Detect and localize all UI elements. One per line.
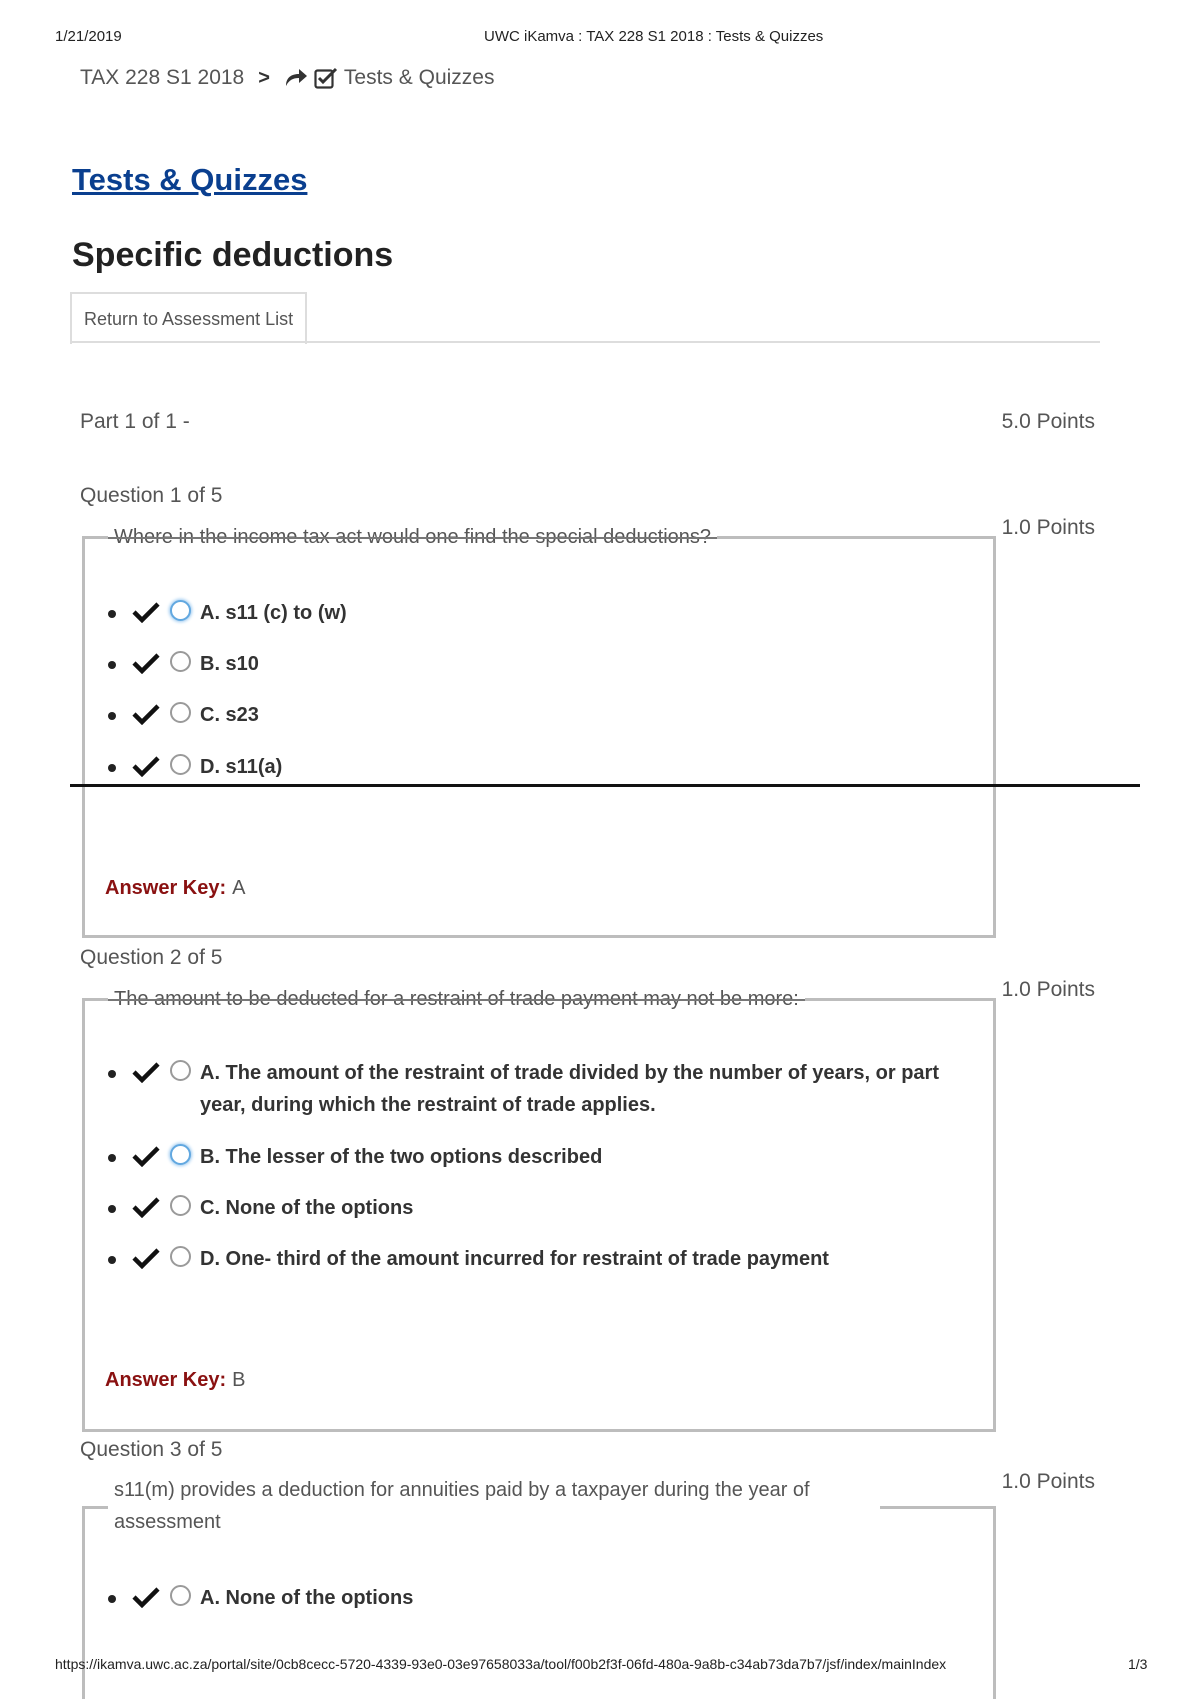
bullet-icon	[108, 1595, 116, 1603]
question-1-text: Where in the income tax act would one find the special deductions?	[108, 521, 717, 553]
print-url: https://ikamva.uwc.ac.za/portal/site/0cb8cecc-5720-4339-93e0-03e97658033a/tool/f00b2f3f-06fd-480a-9a8b-c34ab73da7b7/jsf/index/mainIndex	[55, 1656, 947, 1672]
answer-label: A. None of the options	[200, 1587, 414, 1609]
bullet-icon	[108, 1256, 116, 1264]
question-3-label: Question 3 of 5	[80, 1438, 223, 1461]
checkmark-icon	[132, 1247, 160, 1269]
print-date: 1/21/2019	[55, 28, 122, 45]
radio-icon[interactable]	[170, 1060, 191, 1081]
bullet-icon	[108, 1154, 116, 1162]
answer-key-label: Answer Key:	[105, 1369, 227, 1391]
bullet-icon	[108, 1205, 116, 1213]
answer-label: A. The amount of the restraint of trade divided by the number of years, or part year, during which the restraint of trade applies.	[200, 1062, 939, 1116]
print-title: UWC iKamva : TAX 228 S1 2018 : Tests & Quizzes	[484, 28, 824, 45]
question-3-points: 1.0 Points	[1001, 1470, 1095, 1493]
question-1-answer-c[interactable]	[108, 699, 968, 731]
question-2-answer-b[interactable]	[108, 1141, 968, 1173]
answer-label: C. None of the options	[200, 1197, 414, 1219]
checkmark-icon	[132, 1196, 160, 1218]
breadcrumb	[80, 66, 494, 90]
radio-icon[interactable]	[170, 600, 191, 621]
answer-label: C. s23	[200, 704, 259, 726]
question-1-points: 1.0 Points	[1001, 516, 1095, 539]
assessment-title: Specific deductions	[72, 236, 394, 274]
tab-divider	[70, 341, 1100, 343]
answer-key-label: Answer Key:	[105, 877, 227, 899]
print-page-number: 1/3	[1128, 1656, 1148, 1672]
answer-label: B. The lesser of the two options described	[200, 1146, 603, 1168]
radio-icon[interactable]	[170, 1585, 191, 1606]
bullet-icon	[108, 1070, 116, 1078]
question-2-answer-d[interactable]	[108, 1243, 968, 1275]
share-icon	[284, 68, 308, 88]
question-1-answer-b[interactable]	[108, 648, 968, 680]
checkmark-icon	[132, 1061, 160, 1083]
checkmark-icon	[132, 1145, 160, 1167]
tool-title-link[interactable]: Tests & Quizzes	[72, 162, 308, 197]
answer-key-value: B	[232, 1369, 246, 1391]
chevron-right-icon: >	[258, 66, 270, 89]
part-points: 5.0 Points	[1001, 410, 1095, 433]
page-break-rule	[70, 784, 1140, 787]
radio-icon[interactable]	[170, 1246, 191, 1267]
checkmark-icon	[132, 652, 160, 674]
radio-icon[interactable]	[170, 651, 191, 672]
question-2-answer-c[interactable]	[108, 1192, 968, 1224]
question-2-label: Question 2 of 5	[80, 946, 223, 969]
breadcrumb-site[interactable]: TAX 228 S1 2018	[80, 66, 245, 89]
radio-icon[interactable]	[170, 1195, 191, 1216]
checkbox-icon	[314, 67, 338, 89]
bullet-icon	[108, 764, 116, 772]
question-3-answer-a[interactable]	[108, 1582, 968, 1614]
question-2-text: The amount to be deducted for a restraint of trade payment may not be more:	[108, 983, 805, 1015]
bullet-icon	[108, 712, 116, 720]
bullet-icon	[108, 610, 116, 618]
checkmark-icon	[132, 755, 160, 777]
question-1-answer-key	[105, 877, 246, 900]
answer-label: A. s11 (c) to (w)	[200, 602, 347, 624]
radio-icon[interactable]	[170, 702, 191, 723]
question-1-answer-d[interactable]	[108, 751, 968, 783]
question-3-text: s11(m) provides a deduction for annuities paid by a taxpayer during the year of assessment	[108, 1474, 880, 1538]
part-label: Part 1 of 1 -	[80, 410, 190, 433]
answer-label: B. s10	[200, 653, 259, 675]
question-1-answer-a[interactable]	[108, 597, 968, 629]
checkmark-icon	[132, 601, 160, 623]
bullet-icon	[108, 661, 116, 669]
return-to-assessment-list-button[interactable]: Return to Assessment List	[70, 292, 307, 344]
answer-key-value: A	[232, 877, 246, 899]
question-2-points: 1.0 Points	[1001, 978, 1095, 1001]
checkmark-icon	[132, 703, 160, 725]
question-1-label: Question 1 of 5	[80, 484, 223, 507]
checkmark-icon	[132, 1586, 160, 1608]
breadcrumb-tool-label: Tests & Quizzes	[343, 66, 495, 89]
breadcrumb-tool[interactable]	[284, 66, 495, 90]
answer-label: D. s11(a)	[200, 756, 283, 778]
question-2-answer-key	[105, 1369, 246, 1392]
answer-label: D. One- third of the amount incurred for restraint of trade payment	[200, 1248, 829, 1270]
question-2-answer-a[interactable]	[108, 1057, 968, 1121]
radio-icon[interactable]	[170, 1144, 191, 1165]
radio-icon[interactable]	[170, 754, 191, 775]
